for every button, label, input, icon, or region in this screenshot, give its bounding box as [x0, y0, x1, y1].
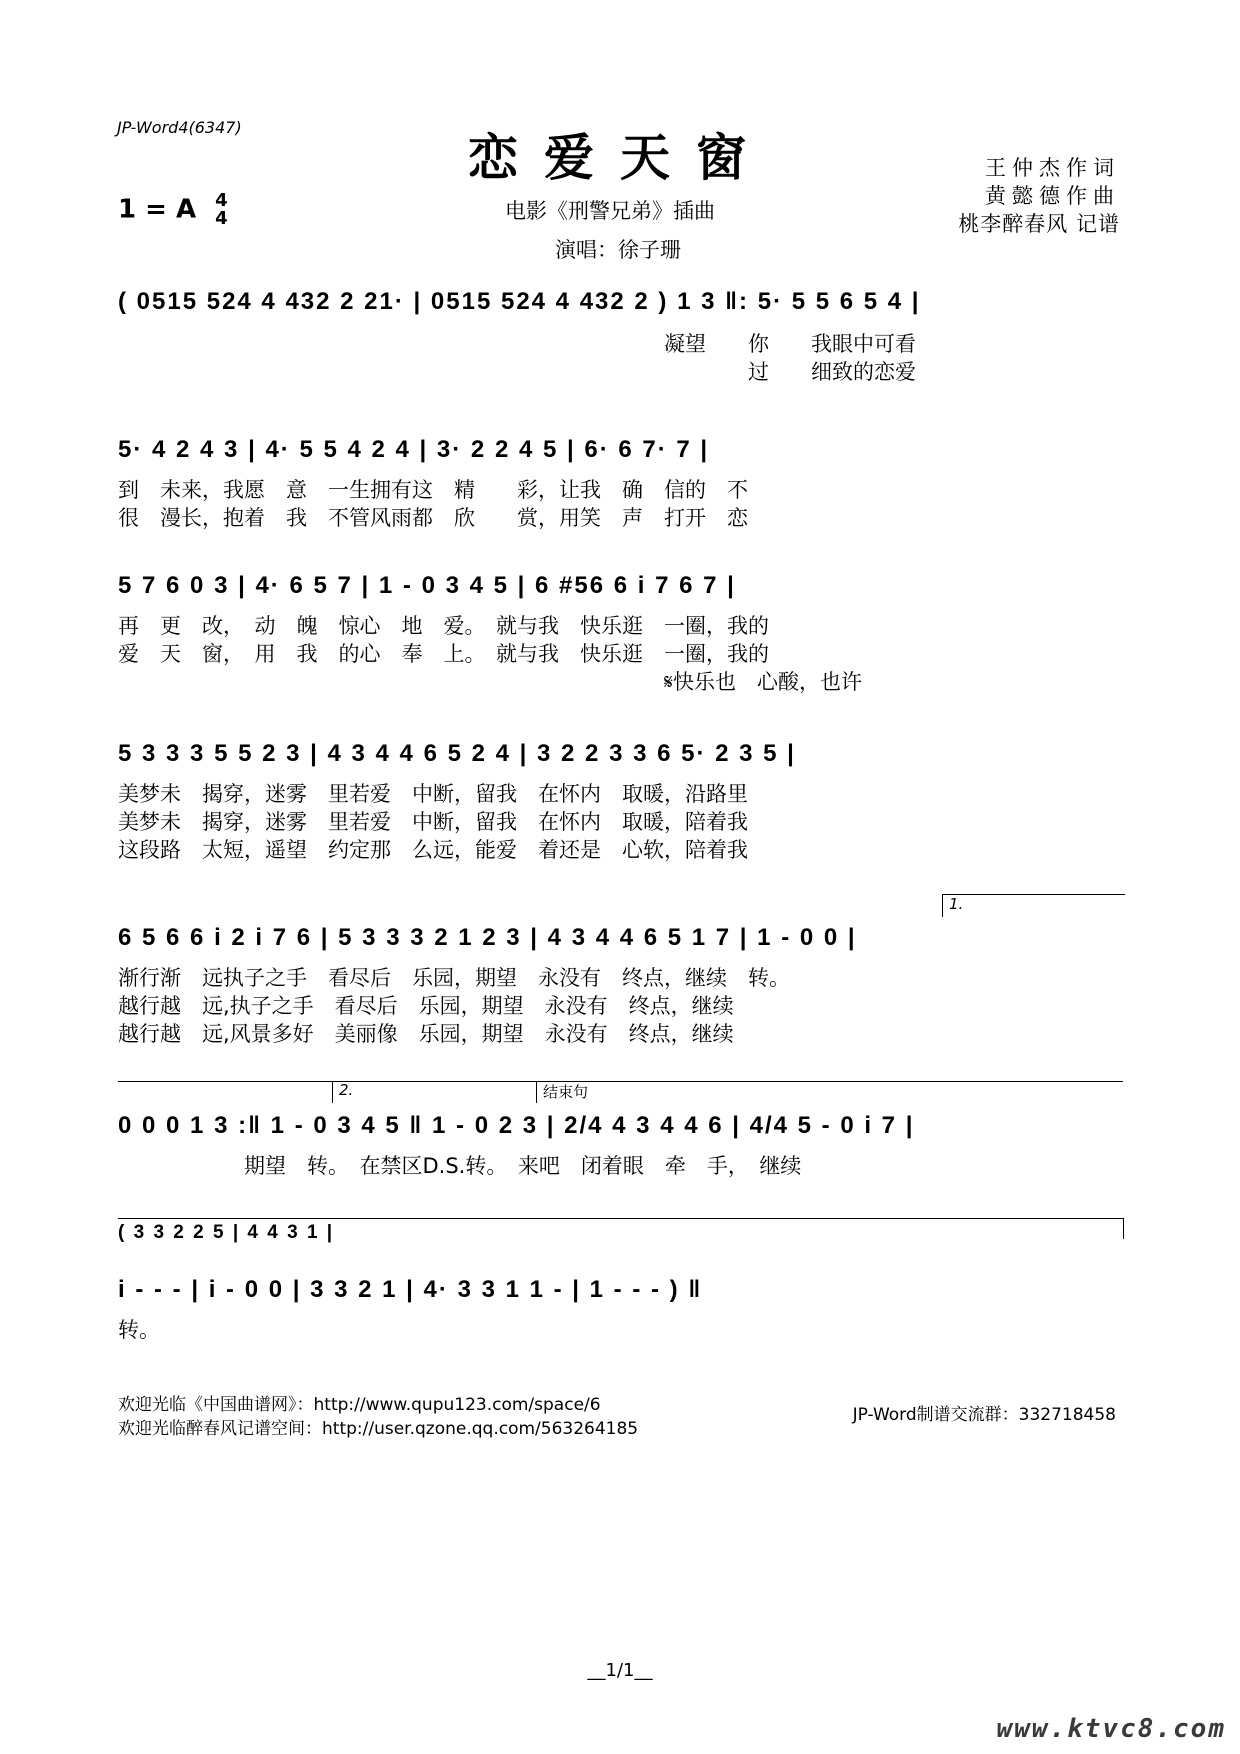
- time-top: 4: [215, 190, 228, 211]
- staff-7-upper: [118, 1222, 1123, 1252]
- notes-line: 5· 4 2 4 3 | 4· 5 5 4 2 4 | 3· 2 2 4 5 | 6· 6 7· 7 |: [118, 436, 710, 463]
- software-tag: JP-Word4(6347): [117, 118, 242, 137]
- coda-label: 结束句: [543, 1083, 589, 1101]
- lyric-line: 美梦未 揭穿，迷雾 里若爱 中断，留我 在怀内 取暖，沿路里: [118, 782, 748, 806]
- lyric-line: 这段路 太短，遥望 约定那 么远，能爱 着还是 心软，陪着我: [118, 838, 748, 862]
- notes-line: i - - - | i - 0 0 | 3 3 2 1 | 4· 3 3 1 1 - | 1 - - - ) ‖: [118, 1276, 703, 1303]
- footer-link-2[interactable]: 欢迎光临醉春风记谱空间：http://user.qzone.qq.com/563264185: [118, 1419, 639, 1439]
- notes-line: ( 0515 524 4 432 2 21· | 0515 524 4 432 2 ) 1 3 ‖: 5· 5 5 6 5 4 |: [118, 288, 921, 315]
- upper-notes-line: ( 3 3 2 2 5 | 4 4 3 1 |: [118, 1222, 335, 1243]
- second-ending-bracket: [332, 1081, 539, 1103]
- site-watermark: www.ktvc8.com: [996, 1714, 1226, 1744]
- lyric-line: 到 未来，我愿 意 一生拥有这 精 彩，让我 确 信的 不: [118, 478, 748, 502]
- notes-line: 5 7 6 0 3 | 4· 6 5 7 | 1 - 0 3 4 5 | 6 #56 6 i 7 6 7 |: [118, 572, 736, 599]
- footer-link-1[interactable]: 欢迎光临《中国曲谱网》：http://www.qupu123.com/space/6: [118, 1395, 601, 1415]
- lyric-line: 越行越 远,执子之手 看尽后 乐园，期望 永没有 终点，继续: [118, 994, 734, 1018]
- time-signature: [215, 192, 228, 228]
- staff-5: [118, 924, 1123, 1054]
- key-label: 1 = A: [118, 194, 197, 225]
- composer-credit: 黄懿德作曲: [985, 184, 1120, 208]
- second-ending-label: 2.: [339, 1081, 354, 1099]
- key-signature: [118, 192, 228, 228]
- song-title: 恋爱天窗: [468, 128, 772, 187]
- lyric-line: 爱 天 窗， 用 我 的心 奉 上。 就与我 快乐逛 一圈，我的: [118, 642, 769, 666]
- transcriber-credit: 桃李醉春风 记谱: [958, 212, 1120, 236]
- footer-group: JP-Word制谱交流群：332718458: [852, 1405, 1116, 1425]
- staff-1: [118, 288, 1123, 408]
- lyricist-credit: 王仲杰作词: [985, 156, 1120, 180]
- first-ending-label: 1.: [949, 895, 964, 913]
- lyric-line: 美梦未 揭穿，迷雾 里若爱 中断，留我 在怀内 取暖，陪着我: [118, 810, 748, 834]
- notes-line: 6 5 6 6 i 2 i 7 6 | 5 3 3 3 2 1 2 3 | 4 3 4 4 6 5 1 7 | 1 - 0 0 |: [118, 924, 857, 951]
- page-number: __1/1__: [587, 1660, 653, 1681]
- staff-7: [118, 1276, 1123, 1356]
- lyric-line: 再 更 改， 动 魄 惊心 地 爱。 就与我 快乐逛 一圈，我的: [118, 614, 769, 638]
- lyric-line: 𝄋快乐也 心酸，也许: [118, 670, 863, 694]
- staff-2: [118, 436, 1123, 546]
- lyric-line: 过 细致的恋爱: [118, 360, 916, 384]
- staff-3: [118, 572, 1123, 702]
- time-bottom: 4: [215, 208, 228, 229]
- staff-6: [118, 1112, 1123, 1192]
- singer-credit: 演唱：徐子珊: [555, 238, 681, 262]
- lyric-line: 期望 转。 在禁区D.S.转。 来吧 闭着眼 牵 手， 继续: [118, 1154, 802, 1178]
- lyric-line: 转。: [118, 1318, 160, 1342]
- staff-4: [118, 740, 1123, 870]
- lyric-line: 很 漫长，抱着 我 不管风雨都 欣 赏，用笑 声 打开 恋: [118, 506, 748, 530]
- notes-line: 0 0 0 1 3 :‖ 1 - 0 3 4 5 ‖ 1 - 0 2 3 | 2/4 4 3 4 4 6 | 4/4 5 - 0 i 7 |: [118, 1112, 915, 1139]
- first-ending-bracket: [942, 894, 1125, 917]
- lyric-line: 凝望 你 我眼中可看: [118, 332, 916, 356]
- song-subtitle: 电影《刑警兄弟》插曲: [505, 199, 715, 223]
- lyric-line: 渐行渐 远执子之手 看尽后 乐园，期望 永没有 终点，继续 转。: [118, 966, 790, 990]
- coda-bracket: [536, 1081, 1123, 1103]
- lyric-line: 越行越 远,风景多好 美丽像 乐园，期望 永没有 终点，继续: [118, 1022, 734, 1046]
- notes-line: 5 3 3 3 5 5 2 3 | 4 3 4 4 6 5 2 4 | 3 2 2 3 3 6 5· 2 3 5 |: [118, 740, 796, 767]
